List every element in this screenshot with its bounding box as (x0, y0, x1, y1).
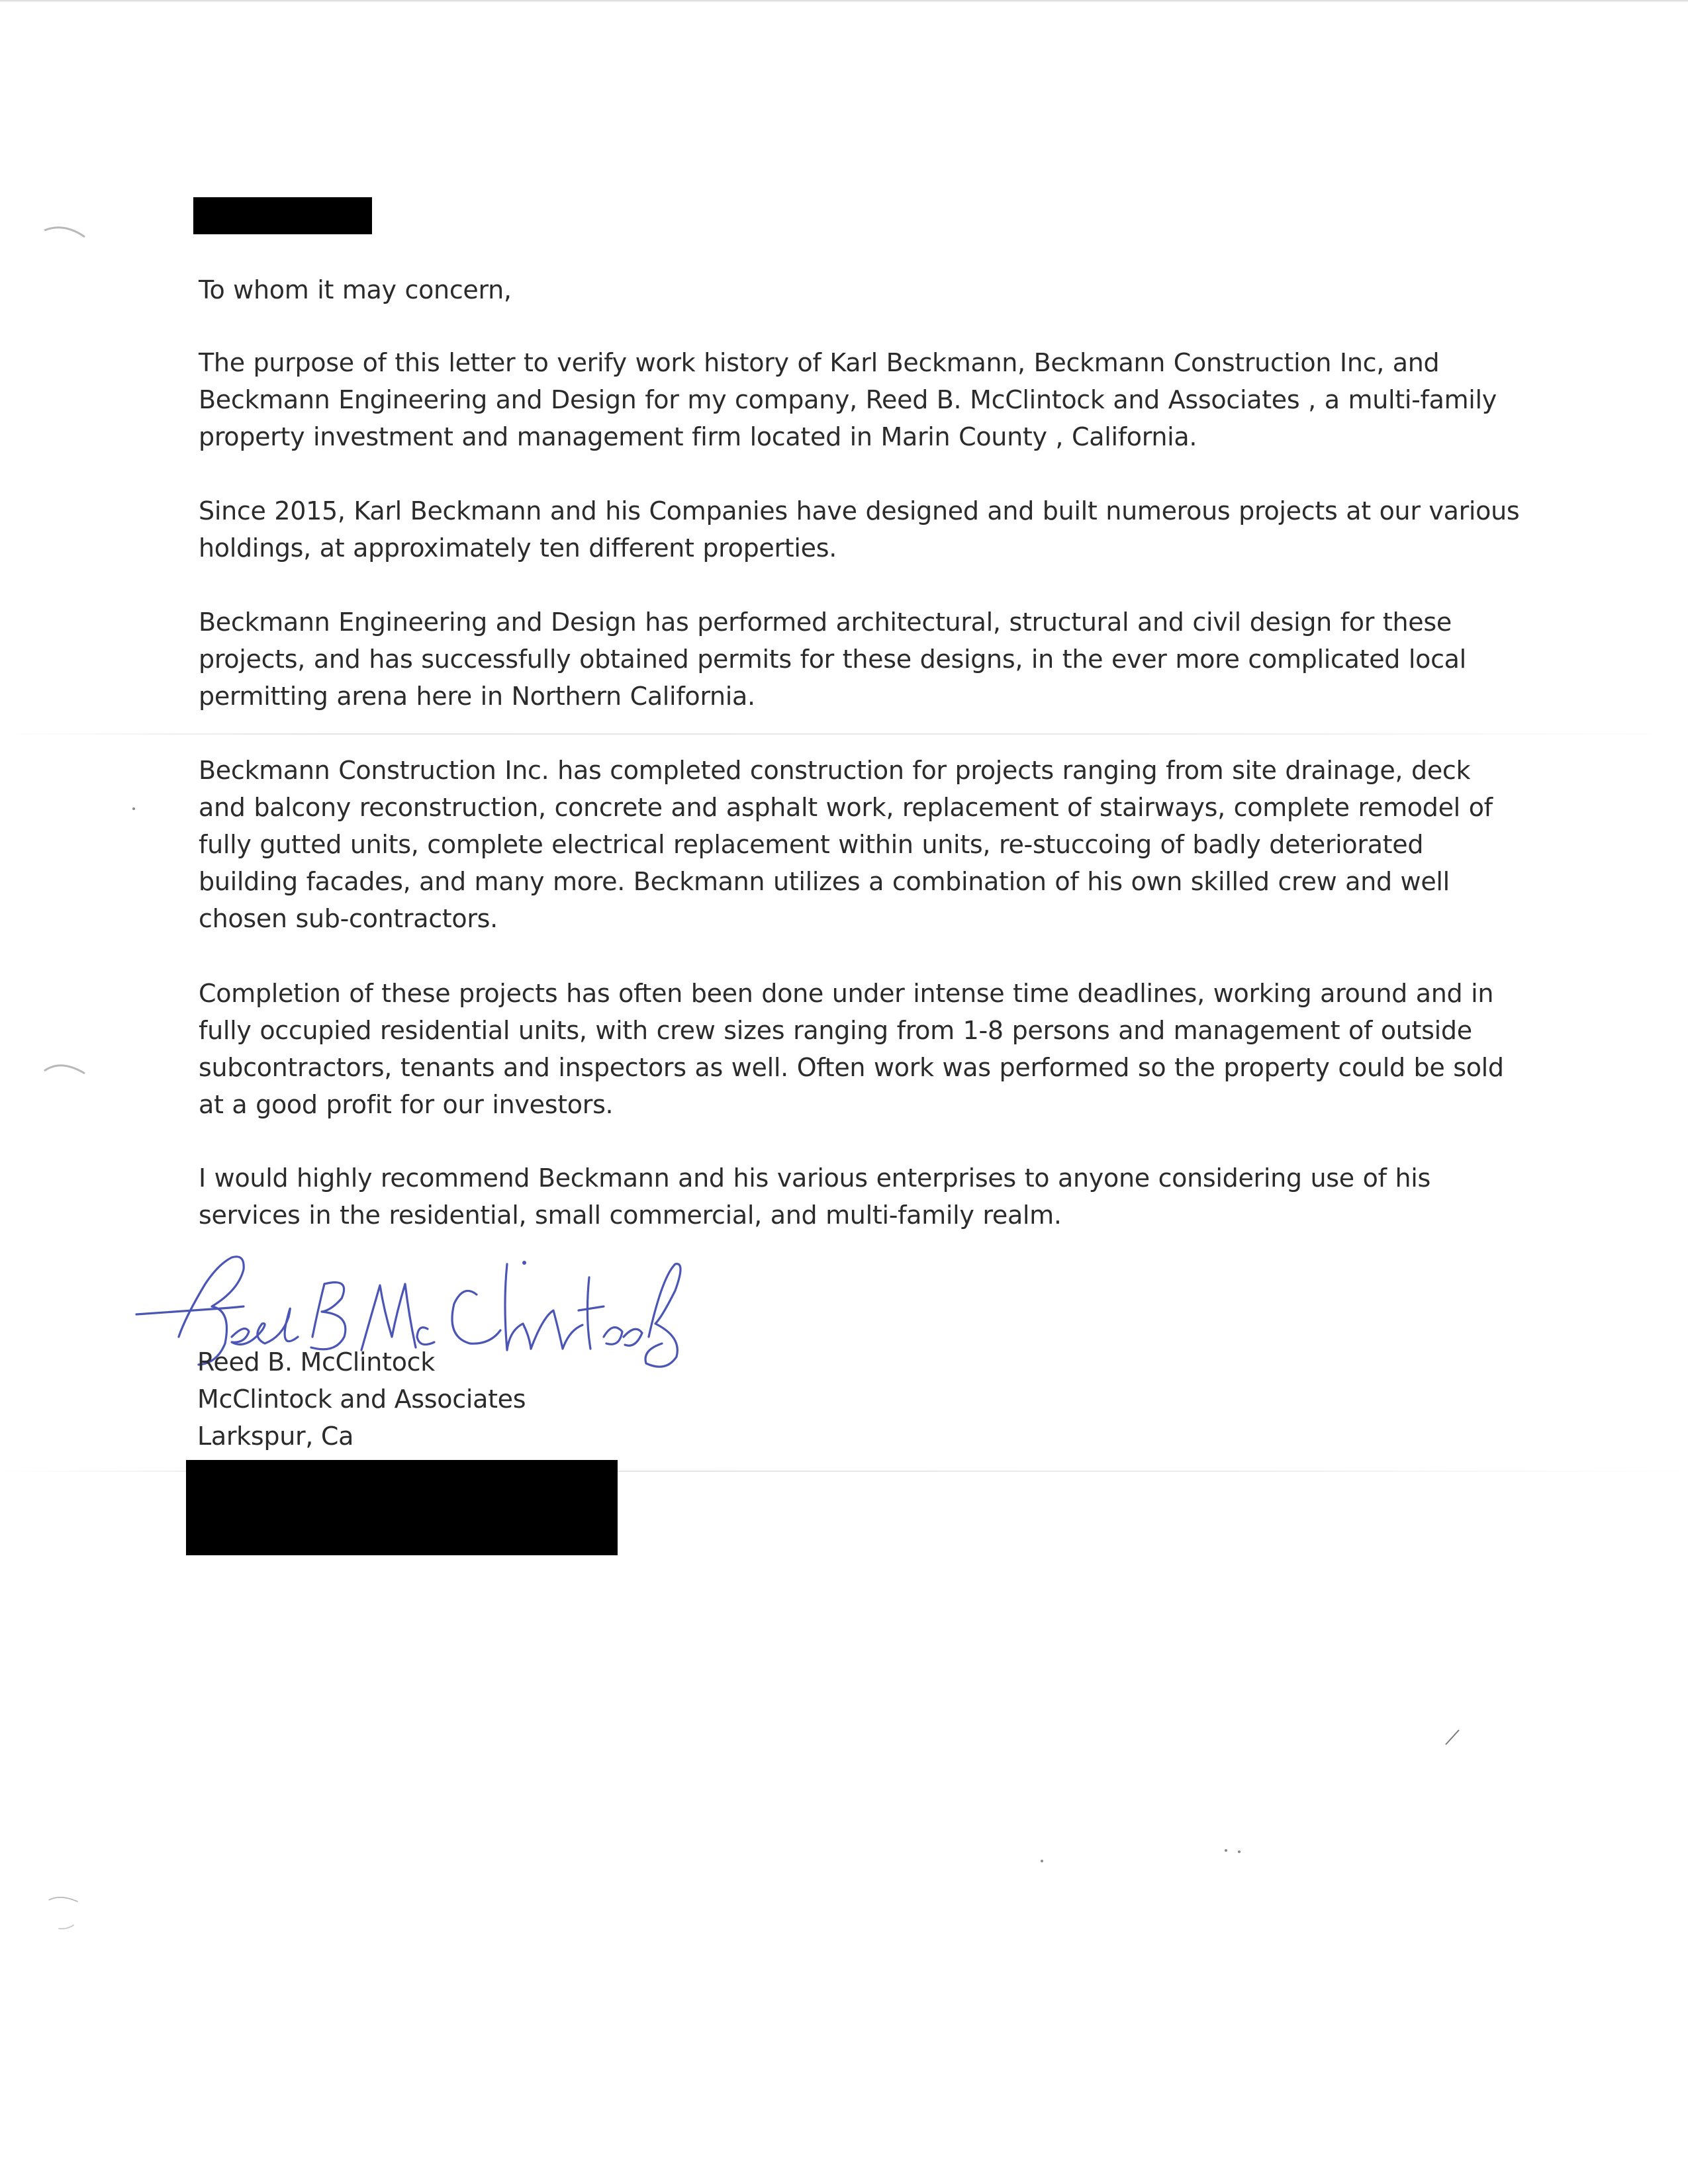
paragraph-text: Beckmann Construction Inc. has completed construction for projects ranging from site drainage, deck and balcony reconstruction, concrete and asphalt work, replacement of stairways, complete remodel of fully gutted units, complete electrical replacement within units, re-stuccoing of badly deteriorated building facades, and many more. Beckmann utilizes a combination of his own skilled crew and well chosen sub-contractors. (199, 756, 1493, 933)
paragraph-text: The purpose of this letter to verify work history of Karl Beckmann, Beckmann Construction Inc, and Beckmann Engineering and Design for my company, Reed B. McClintock and Associates , a multi-family property investment and management firm located in Marin County , California. (199, 348, 1497, 451)
scan-speck (132, 807, 135, 810)
scan-speck (1041, 1860, 1043, 1862)
scan-speck (1238, 1850, 1241, 1853)
redaction-box-contact (186, 1460, 618, 1555)
scan-mark (1443, 1727, 1463, 1747)
hole-punch-mark (41, 1047, 87, 1093)
salutation (199, 271, 1523, 308)
salutation-text: To whom it may concern, (199, 275, 512, 304)
scan-speck (1225, 1849, 1227, 1852)
scan-edge (0, 0, 1688, 3)
paragraph (199, 1160, 1523, 1234)
paragraph (199, 604, 1523, 715)
paragraph-text: I would highly recommend Beckmann and his various enterprises to anyone considering use of his services in the residential, small commercial, and multi-family realm. (199, 1163, 1431, 1230)
paragraph-text: Since 2015, Karl Beckmann and his Companies have designed and built numerous projects at our various holdings, at approximately ten different properties. (199, 496, 1520, 563)
signature-block (197, 1343, 526, 1455)
paragraph-text: Beckmann Engineering and Design has performed architectural, structural and civil design for these projects, and has successfully obtained permits for these designs, in the ever more complicated local permitting arena here in Northern California. (199, 608, 1466, 711)
paragraph (199, 344, 1523, 455)
signer-location: Larkspur, Ca (197, 1422, 354, 1451)
signer-company: McClintock and Associates (197, 1385, 526, 1414)
hole-punch-mark (41, 1886, 87, 1933)
hole-punch-mark (41, 210, 87, 257)
paragraph (199, 752, 1523, 937)
paragraph (199, 492, 1523, 567)
fold-line (0, 733, 1688, 735)
paragraph (199, 975, 1523, 1123)
signer-name: Reed B. McClintock (197, 1347, 435, 1377)
redaction-box-date (193, 197, 372, 234)
paragraph-text: Completion of these projects has often been done under intense time deadlines, working around and in fully occupied residential units, with crew sizes ranging from 1-8 persons and management of outside subcontractors, tenants and inspectors as well. Often work was performed so the property could be sold at a good profit for our investors. (199, 979, 1504, 1119)
